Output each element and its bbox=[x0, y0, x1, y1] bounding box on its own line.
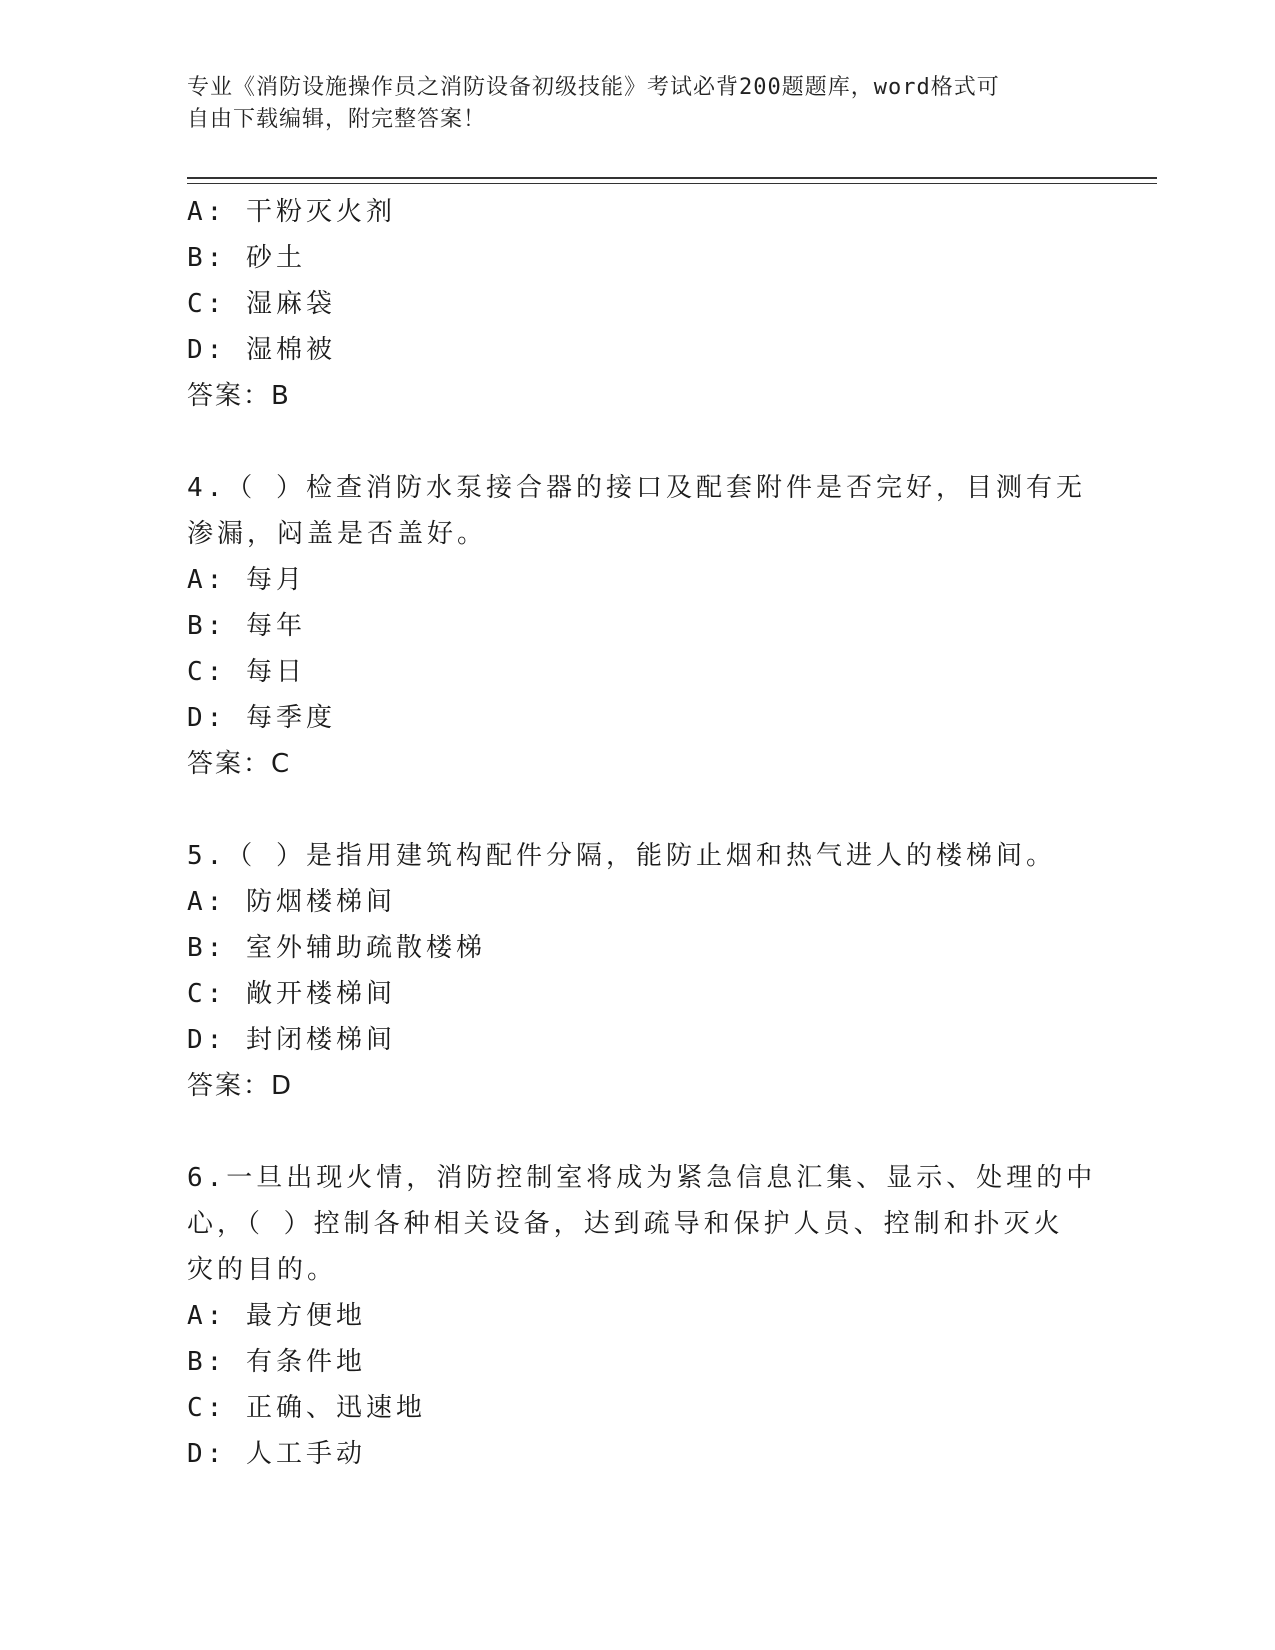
question-6-option-d: D: 人工手动 bbox=[187, 1439, 366, 1469]
question-3-option-c: C: 湿麻袋 bbox=[187, 289, 336, 319]
question-5-option-d: D: 封闭楼梯间 bbox=[187, 1025, 396, 1055]
question-4-option-a: A: 每月 bbox=[187, 565, 306, 595]
question-6-stem-line-2: 心，（ ）控制各种相关设备，达到疏导和保护人员、控制和扑灭火 bbox=[187, 1209, 1064, 1239]
question-6-stem-line-1: 6.一旦出现火情，消防控制室将成为紧急信息汇集、显示、处理的中 bbox=[187, 1163, 1097, 1193]
question-list bbox=[187, 189, 1097, 1477]
question-4-stem-line-2: 渗漏，闷盖是否盖好。 bbox=[187, 519, 488, 549]
header-line-2: 自由下载编辑，附完整答案！ bbox=[187, 107, 487, 132]
question-5-option-b: B: 室外辅助疏散楼梯 bbox=[187, 933, 486, 963]
question-5-option-a: A: 防烟楼梯间 bbox=[187, 887, 396, 917]
question-4-option-c: C: 每日 bbox=[187, 657, 306, 687]
question-4-stem-line-1: 4.（ ）检查消防水泵接合器的接口及配套附件是否完好，目测有无 bbox=[187, 473, 1086, 503]
question-4-answer: 答案：C bbox=[187, 749, 292, 779]
question-4-option-d: D: 每季度 bbox=[187, 703, 336, 733]
question-6-option-a: A: 最方便地 bbox=[187, 1301, 366, 1331]
question-3-option-d: D: 湿棉被 bbox=[187, 335, 336, 365]
question-6 bbox=[187, 1155, 1097, 1477]
question-5-answer: 答案：D bbox=[187, 1071, 294, 1101]
header-divider-thin bbox=[187, 183, 1157, 184]
question-4 bbox=[187, 465, 1086, 787]
question-4-option-b: B: 每年 bbox=[187, 611, 306, 641]
header-line-1: 专业《消防设施操作员之消防设备初级技能》考试必背200题题库，word格式可 bbox=[187, 75, 1000, 100]
spacer bbox=[187, 787, 1067, 833]
document-header bbox=[187, 72, 1067, 136]
question-3-answer: 答案：B bbox=[187, 381, 291, 411]
question-3 bbox=[187, 189, 1067, 419]
question-5-stem-line-1: 5.（ ）是指用建筑构配件分隔，能防止烟和热气进人的楼梯间。 bbox=[187, 841, 1056, 871]
question-5-option-c: C: 敞开楼梯间 bbox=[187, 979, 396, 1009]
question-3-option-b: B: 砂土 bbox=[187, 243, 306, 273]
question-6-stem-line-3: 灾的目的。 bbox=[187, 1255, 338, 1285]
question-6-option-c: C: 正确、迅速地 bbox=[187, 1393, 426, 1423]
spacer bbox=[187, 419, 1067, 465]
spacer bbox=[187, 1109, 1067, 1155]
header-divider-thick bbox=[187, 177, 1157, 179]
question-3-option-a: A: 干粉灭火剂 bbox=[187, 197, 396, 227]
question-6-option-b: B: 有条件地 bbox=[187, 1347, 366, 1377]
question-5 bbox=[187, 833, 1067, 1109]
